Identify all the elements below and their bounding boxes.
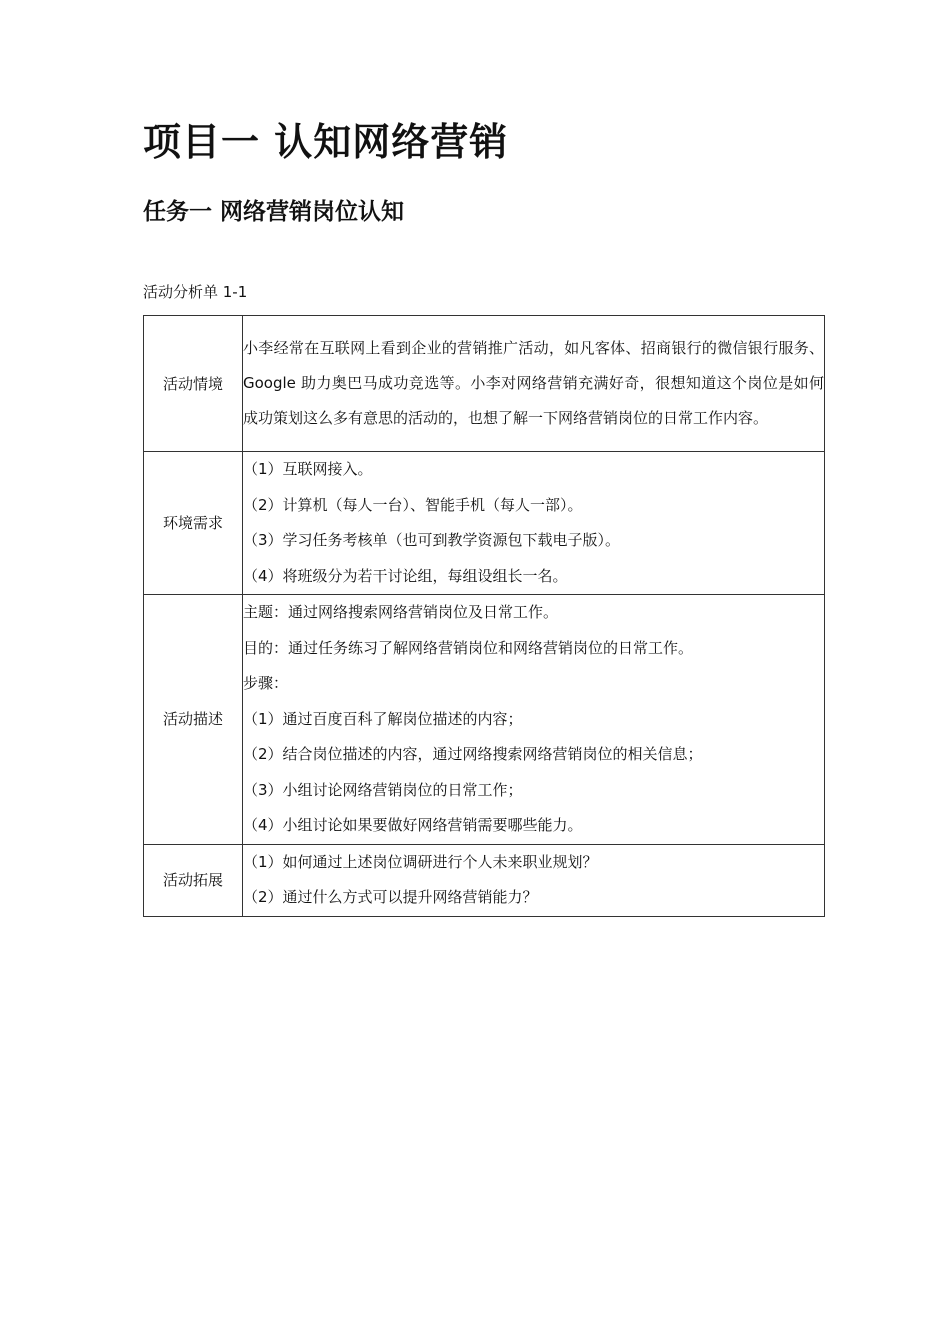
description-line: （1）通过百度百科了解岗位描述的内容； <box>243 709 523 728</box>
page-title: 项目一 认知网络营销 <box>143 119 509 164</box>
table-row-description <box>144 595 825 845</box>
extension-item: （2）通过什么方式可以提升网络营销能力？ <box>243 888 538 906</box>
row-content-scenario <box>243 316 825 452</box>
activity-analysis-table <box>143 315 825 917</box>
description-line: （4）小组讨论如果要做好网络营销需要哪些能力。 <box>243 816 583 834</box>
table-row-scenario <box>144 316 825 452</box>
description-line: 步骤： <box>243 674 289 692</box>
description-line: （2）结合岗位描述的内容，通过网络搜索网络营销岗位的相关信息； <box>243 745 703 763</box>
description-line: 主题：通过网络搜索网络营销岗位及日常工作。 <box>243 603 559 621</box>
row-label-extension: 活动拓展 <box>144 844 243 916</box>
description-line: 目的：通过任务练习了解网络营销岗位和网络营销岗位的日常工作。 <box>243 638 694 657</box>
row-content-extension <box>243 844 825 916</box>
extension-item: （1）如何通过上述岗位调研进行个人未来职业规划？ <box>243 852 598 871</box>
table-caption: 活动分析单 1-1 <box>143 283 248 301</box>
table-row-extension <box>144 844 825 916</box>
environment-item: （4）将班级分为若干讨论组，每组设组长一名。 <box>243 566 568 585</box>
environment-item: （3）学习任务考核单（也可到教学资源包下载电子版）。 <box>243 531 621 549</box>
row-label-scenario: 活动情境 <box>144 316 243 452</box>
description-line: （3）小组讨论网络营销岗位的日常工作； <box>243 780 523 799</box>
table-row-environment <box>144 452 825 595</box>
row-label-description: 活动描述 <box>144 595 243 845</box>
scenario-text: 小李经常在互联网上看到企业的营销推广活动，如凡客体、招商银行的微信银行服务、Google 助力奥巴马成功竞选等。小李对网络营销充满好奇，很想知道这个岗位是如何成功策划这么多有意思的活动的，也想了解一下网络营销岗位的日常工作内容。 <box>243 339 824 427</box>
row-content-description <box>243 595 825 845</box>
row-content-environment <box>243 452 825 595</box>
environment-item: （2）计算机（每人一台）、智能手机（每人一部）。 <box>243 495 583 514</box>
task-title: 任务一 网络营销岗位认知 <box>143 199 405 225</box>
row-label-environment: 环境需求 <box>144 452 243 595</box>
environment-item: （1）互联网接入。 <box>243 460 373 478</box>
